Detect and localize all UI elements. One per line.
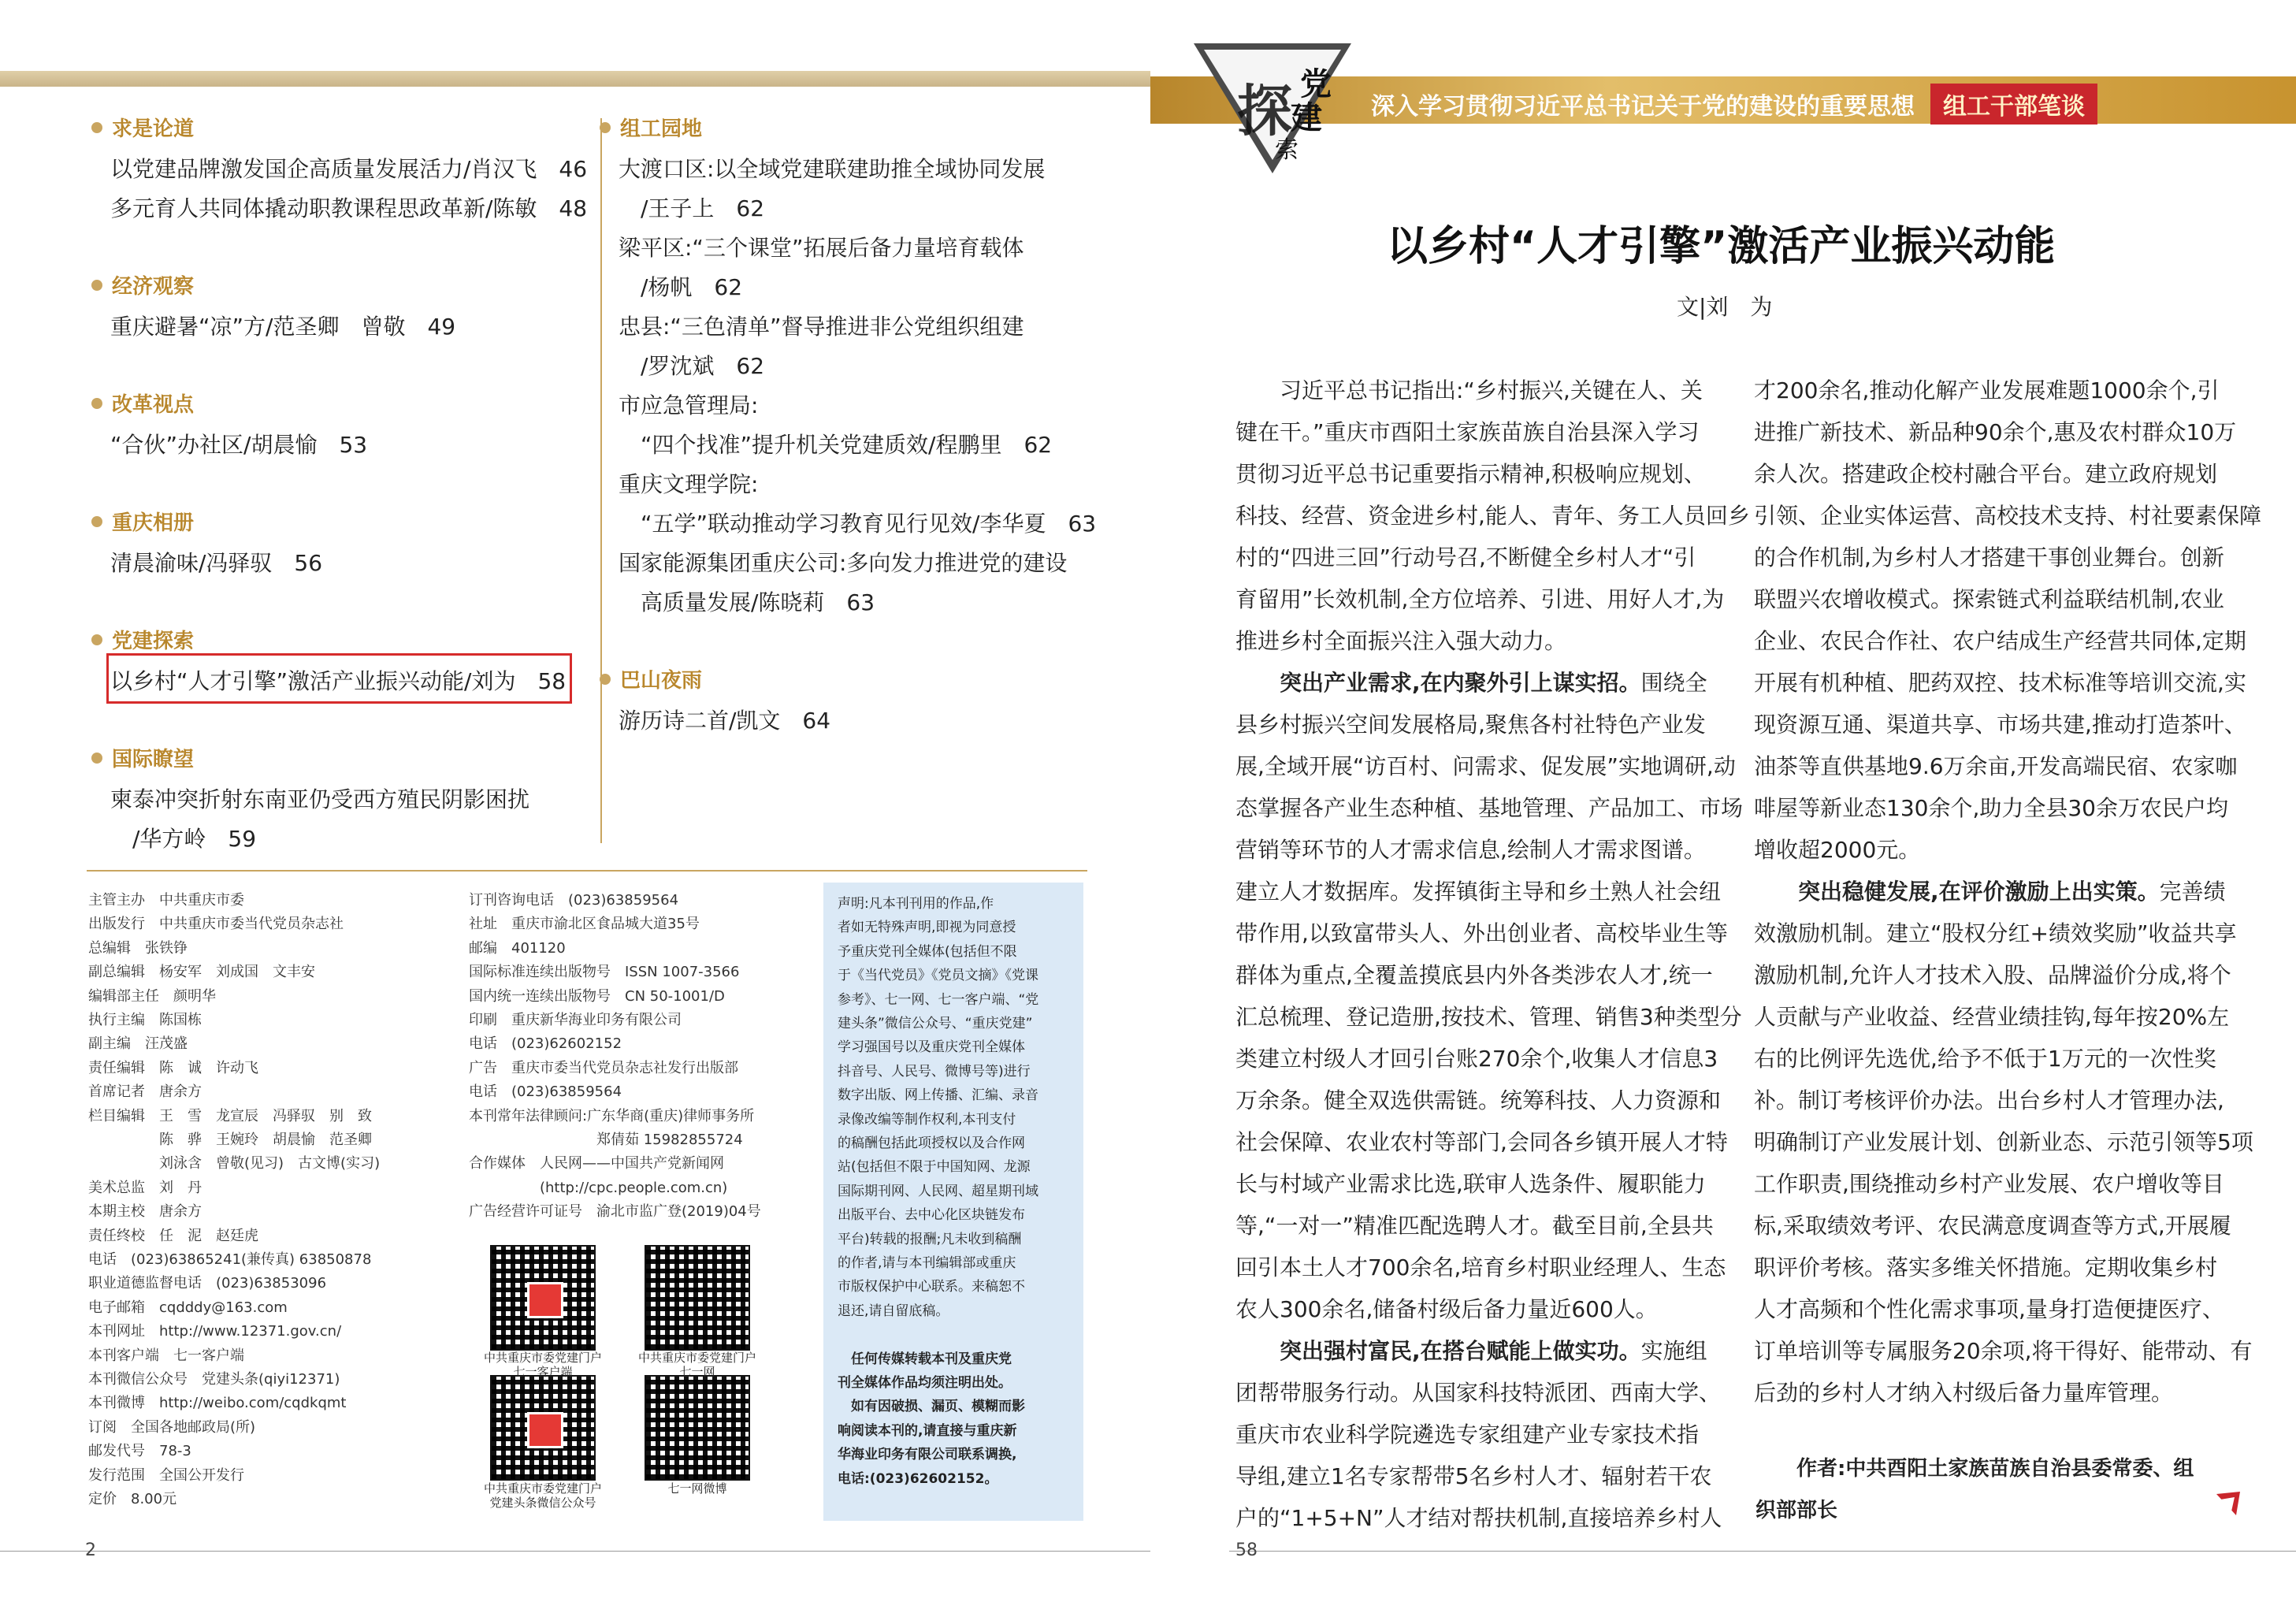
masthead-line: 发行范围 全国公开发行 — [88, 1466, 244, 1484]
article-line: 态掌握各产业生态种植、基地管理、产品加工、市场 — [1235, 795, 1744, 821]
masthead-line: 栏目编辑 王 雪 龙宣辰 冯驿驭 别 致 — [88, 1107, 372, 1124]
article-line: 突出稳健发展,在评价激励上出实策。完善绩 — [1798, 879, 2226, 905]
article-line: 社会保障、农业农村等部门,会同各乡镇开展人才特 — [1235, 1129, 1728, 1155]
masthead-line: 美术总监 刘 丹 — [88, 1179, 202, 1196]
masthead-line: 编辑部主任 颜明华 — [88, 987, 216, 1005]
article-line: 右的比例评先选优,给予不低于1万元的一次性奖 — [1754, 1046, 2216, 1072]
article-line: 展,全域开展“访百村、问需求、促发展”实地调研,动 — [1235, 753, 1736, 779]
article-line: 回引本土人才700余名,培育乡村职业经理人、生态 — [1235, 1254, 1726, 1280]
article-line: 群体为重点,全覆盖摸底县内外各类涉农人才,统一 — [1235, 962, 1713, 988]
article-line: 效激励机制。建立“股权分红+绩效奖励”收益共享 — [1754, 920, 2237, 946]
article-line: 标,采取绩效考评、农民满意度调查等方式,开展履 — [1754, 1213, 2231, 1239]
toc-divider — [600, 118, 602, 843]
article-line: 推进乡村全面振兴注入强大动力。 — [1235, 628, 1567, 654]
section-bullet-icon — [91, 516, 102, 527]
toc-section-heading: 组工园地 — [620, 117, 703, 141]
masthead-line: 刘泳含 曾敬(见习) 古文博(实习) — [88, 1155, 381, 1173]
qr-caption: 党建头条微信公众号 — [489, 1496, 596, 1510]
article-line: 户的“1+5+N”人才结对帮扶机制,直接培养乡村人 — [1235, 1505, 1722, 1531]
masthead-line: 本期主校 唐余方 — [88, 1203, 202, 1221]
masthead-line: 出版发行 中共重庆市委当代党员杂志社 — [88, 916, 344, 933]
qr-caption: 七一网 — [679, 1365, 715, 1379]
toc-entry[interactable]: 市应急管理局: — [619, 392, 759, 418]
toc-entry[interactable]: 清晨渝味/冯驿驭 56 — [110, 550, 323, 576]
qr-code-wechat[interactable] — [490, 1375, 596, 1481]
header-tag: 组工干部笔谈 — [1930, 84, 2097, 125]
qr-caption: 中共重庆市委党建门户 — [637, 1351, 756, 1365]
toc-section-heading: 求是论道 — [112, 117, 195, 141]
notice-line: 站(包括但不限于中国知网、龙源 — [838, 1159, 1031, 1176]
notice-line: 任何传媒转载本刊及重庆党 — [838, 1351, 1012, 1367]
masthead-line: 副主编 汪茂盛 — [88, 1035, 188, 1053]
article-line: 汇总梳理、登记造册,按技术、管理、销售3种类型分 — [1235, 1004, 1742, 1030]
masthead-line: 电子邮箱 cqdddy@163.com — [88, 1299, 288, 1316]
article-line: 长与村域产业需求比选,联审人选条件、履职能力 — [1235, 1171, 1706, 1197]
svg-text:索: 索 — [1275, 136, 1298, 164]
article-line: 补。制订考核评价办法。出台乡村人才管理办法, — [1754, 1087, 2224, 1113]
notice-line: 数字出版、网上传播、汇编、录音 — [838, 1087, 1038, 1104]
article-line: 人贡献与产业收益、经营业绩挂钩,每年按20%左 — [1754, 1004, 2230, 1030]
toc-entry[interactable]: 高质量发展/陈晓莉 63 — [619, 589, 875, 615]
notice-line: 退还,请自留底稿。 — [838, 1303, 949, 1319]
qr-caption: 中共重庆市委党建门户 — [483, 1351, 602, 1365]
notice-line: 如有因破损、漏页、模糊而影 — [838, 1399, 1025, 1415]
toc-entry[interactable]: “四个找准”提升机关党建质效/程鹏里 62 — [619, 432, 1053, 458]
article-line: 油茶等直供基地9.6万余亩,开发高端民宿、农家咖 — [1754, 753, 2238, 779]
section-bullet-icon — [91, 398, 102, 409]
toc-entry[interactable]: /罗沈斌 62 — [619, 353, 765, 379]
article-line: 带作用,以致富带头人、外出创业者、高校毕业生等 — [1235, 920, 1728, 946]
notice-line: 华海业印务有限公司联系调换, — [838, 1447, 1017, 1463]
svg-text:建: 建 — [1291, 99, 1322, 136]
article-line: 突出强村富民,在搭台赋能上做实功。实施组 — [1280, 1338, 1707, 1364]
notice-line: 国际期刊网、人民网、超星期刊域 — [838, 1183, 1038, 1199]
masthead-line: 广告经营许可证号 渝北市监广登(2019)04号 — [469, 1203, 761, 1221]
notice-line: 的稿酬包括此项授权以及合作网 — [838, 1135, 1025, 1151]
article-line: 村的“四进三回”行动号召,不断健全乡村人才“引 — [1235, 544, 1696, 570]
notice-line: 响阅读本刊的,请直接与重庆新 — [838, 1422, 1017, 1439]
masthead-line: 郑倩茹 15982855724 — [469, 1132, 743, 1148]
masthead-line: 印刷 重庆新华海业印务有限公司 — [469, 1012, 682, 1028]
masthead-line: 执行主编 陈国栋 — [88, 1012, 202, 1028]
masthead-line: 本刊常年法律顾问:广东华商(重庆)律师事务所 — [469, 1107, 755, 1124]
toc-entry[interactable]: /华方岭 59 — [110, 826, 257, 852]
toc-section-heading: 国际瞭望 — [112, 748, 195, 771]
toc-entry[interactable]: 游历诗二首/凯文 64 — [619, 708, 831, 734]
toc-section-heading: 重庆相册 — [112, 511, 195, 535]
qr-caption: 七一客户端 — [513, 1365, 573, 1379]
notice-line: 参考》、七一网、七一客户端、“党 — [838, 991, 1039, 1008]
masthead-line: (http://cpc.people.com.cn) — [469, 1179, 728, 1196]
toc-section-heading: 经济观察 — [112, 275, 195, 299]
article-line: 增收超2000元。 — [1754, 837, 1921, 863]
masthead-line: 主管主办 中共重庆市委 — [88, 892, 244, 909]
toc-entry[interactable]: “五学”联动推动学习教育见行见效/李华夏 63 — [619, 511, 1097, 537]
article-line: 育留用”长效机制,全方位培养、引进、用好人才,为 — [1235, 586, 1725, 612]
toc-section-heading: 改革视点 — [112, 393, 195, 417]
page-number-right: 58 — [1235, 1541, 1258, 1560]
article-line: 县乡村振兴空间发展格局,聚焦各村社特色产业发 — [1235, 712, 1706, 738]
masthead-line: 本刊客户端 七一客户端 — [88, 1347, 244, 1364]
article-line: 等,“一对一”精准匹配选聘人才。截至目前,全县共 — [1235, 1213, 1714, 1239]
column-emblem — [1182, 35, 1363, 177]
article-line: 现资源互通、渠道共享、市场共建,推动打造茶叶、 — [1754, 712, 2246, 738]
section-bullet-icon — [91, 122, 102, 133]
article-line: 啡屋等新业态130余个,助力全县30余万农民户均 — [1754, 795, 2228, 821]
article-byline: 文|刘 为 — [1677, 294, 1773, 320]
page-rule-left — [0, 1551, 1150, 1552]
qr-caption: 七一网微博 — [667, 1481, 727, 1496]
masthead-line: 责任终校 任 泥 赵廷虎 — [88, 1227, 258, 1244]
notice-line: 建头条”微信公众号、“重庆党建” — [838, 1016, 1033, 1031]
article-line: 建立人才数据库。发挥镇街主导和乡土熟人社会纽 — [1235, 879, 1722, 905]
article-line: 企业、农民合作社、农户结成生产经营共同体,定期 — [1754, 628, 2246, 654]
section-bullet-icon — [91, 634, 102, 645]
toc-entry[interactable]: 大渡口区:以全域党建联建助推全域协同发展 — [619, 156, 1046, 182]
masthead-line: 广告 重庆市委当代党员杂志社发行出版部 — [469, 1059, 738, 1076]
end-mark-icon — [2212, 1488, 2244, 1519]
masthead-line: 电话 (023)62602152 — [469, 1035, 622, 1053]
copyright-notice — [823, 883, 1083, 1521]
notice-line: 声明:凡本刊刊用的作品,作 — [838, 896, 994, 912]
masthead-rule — [87, 870, 1087, 872]
article-line: 激励机制,允许人才技术入股、品牌溢价分成,将个 — [1754, 962, 2231, 988]
notice-line: 出版平台、去中心化区块链发布 — [838, 1207, 1025, 1224]
masthead-line: 合作媒体 人民网——中国共产党新闻网 — [469, 1155, 724, 1173]
masthead-line: 国内统一连续出版物号 CN 50-1001/D — [469, 987, 725, 1005]
article-line: 工作职责,围绕推动乡村产业发展、农户增收等目 — [1754, 1171, 2224, 1197]
author-line: 织部部长 — [1755, 1499, 1838, 1522]
masthead-line: 责任编辑 陈 诚 许动飞 — [88, 1059, 258, 1076]
notice-line: 抖音号、人民号、微博号等)进行 — [838, 1063, 1031, 1080]
section-bullet-icon — [91, 280, 102, 291]
article-line: 突出产业需求,在内聚外引上谋实招。围绕全 — [1280, 670, 1707, 696]
article-line: 引领、企业实体运营、高校技术支持、村社要素保障 — [1754, 503, 2262, 529]
masthead-line: 社址 重庆市渝北区食品城大道35号 — [469, 916, 700, 933]
article-line: 开展有机种植、肥药双控、技术标准等培训交流,实 — [1754, 670, 2246, 696]
page-rule-right — [1229, 1551, 2296, 1552]
toc-section-heading: 党建探索 — [112, 630, 195, 653]
article-line: 后劲的乡村人才纳入村级后备力量库管理。 — [1754, 1380, 2174, 1406]
notice-line: 者如无特殊声明,即视为同意授 — [838, 920, 1016, 936]
masthead-line: 邮编 401120 — [469, 939, 566, 957]
top-decor-bar-left — [0, 71, 1150, 87]
article-line: 营销等环节的人才需求信息,绘制人才需求图谱。 — [1235, 837, 1706, 863]
toc-entry[interactable]: “合伙”办社区/胡晨愉 53 — [110, 432, 368, 458]
toc-entry[interactable]: 以乡村“人才引擎”激活产业振兴动能/刘为 58 — [110, 668, 567, 694]
toc-entry[interactable]: 重庆文理学院: — [619, 471, 759, 497]
article-line: 万余条。健全双选供需链。统筹科技、人力资源和 — [1235, 1087, 1722, 1113]
masthead-line: 电话 (023)63865241(兼传真) 63850878 — [88, 1251, 372, 1268]
masthead-line: 电话 (023)63859564 — [469, 1083, 622, 1101]
qr-code-client[interactable] — [490, 1245, 596, 1351]
highlight-box — [106, 653, 572, 704]
notice-line: 的作者,请与本刊编辑部或重庆 — [838, 1255, 1016, 1271]
author-line: 作者:中共酉阳土家族苗族自治县委常委、组 — [1796, 1457, 2194, 1481]
qr-code-site[interactable] — [645, 1245, 750, 1351]
svg-text:党: 党 — [1300, 65, 1332, 102]
masthead-line: 国际标准连续出版物号 ISSN 1007-3566 — [469, 964, 740, 981]
masthead-line: 总编辑 张铁铮 — [88, 939, 188, 957]
page-number-left: 2 — [85, 1541, 96, 1560]
article-line: 余人次。搭建政企校村融合平台。建立政府规划 — [1754, 461, 2218, 487]
article-line: 导组,建立1名专家帮带5名乡村人才、辐射若干农 — [1235, 1463, 1712, 1489]
notice-line: 予重庆党刊全媒体(包括但不限 — [838, 943, 1017, 960]
article-line: 团帮带服务行动。从国家科技特派团、西南大学、 — [1235, 1380, 1722, 1406]
masthead-line: 定价 8.00元 — [88, 1491, 177, 1507]
article-line: 才200余名,推动化解产业发展难题1000余个,引 — [1754, 377, 2220, 403]
article-line: 进推广新技术、新品种90余个,惠及农村群众10万 — [1754, 419, 2237, 445]
article-title: 以乡村“人才引擎”激活产业振兴动能 — [1387, 223, 2056, 270]
masthead-line: 邮发代号 78-3 — [88, 1443, 191, 1460]
toc-entry[interactable]: 梁平区:“三个课堂”拓展后备力量培育载体 — [619, 235, 1024, 261]
notice-line: 市版权保护中心联系。来稿恕不 — [838, 1279, 1025, 1295]
toc-section-heading: 巴山夜雨 — [620, 669, 703, 693]
toc-entry[interactable]: 柬泰冲突折射东南亚仍受西方殖民阴影困扰 — [110, 786, 530, 812]
notice-line: 平台)转载的报酬;凡未收到稿酬 — [838, 1231, 1022, 1247]
notice-line: 电话:(023)62602152。 — [838, 1470, 998, 1487]
notice-line: 学习强国号以及重庆党刊全媒体 — [838, 1039, 1025, 1056]
masthead-line: 订刊咨询电话 (023)63859564 — [469, 892, 679, 909]
article-line: 重庆市农业科学院遴选专家组建产业专家技术指 — [1235, 1422, 1700, 1448]
toc-entry[interactable]: 国家能源集团重庆公司:多向发力推进党的建设 — [619, 550, 1068, 576]
masthead-line: 本刊微博 http://weibo.com/cqdkqmt — [88, 1395, 347, 1412]
masthead-line: 订阅 全国各地邮政局(所) — [88, 1418, 256, 1436]
toc-entry[interactable]: 以党建品牌激发国企高质量发展活力/肖汉飞 46 — [110, 156, 588, 182]
article-line: 键在干。”重庆市酉阳土家族苗族自治县深入学习 — [1235, 419, 1700, 445]
masthead-line: 首席记者 唐余方 — [88, 1083, 202, 1101]
notice-line: 刊全媒体作品均须注明出处。 — [838, 1375, 1012, 1391]
article-line: 职评价考核。落实多维关怀措施。定期收集乡村 — [1754, 1254, 2218, 1280]
article-line: 订单培训等专属服务20余项,将干得好、能带动、有 — [1754, 1338, 2253, 1364]
article-line: 农人300余名,储备村级后备力量近600人。 — [1235, 1296, 1658, 1322]
header-headline: 深入学习贯彻习近平总书记关于党的建设的重要思想 — [1371, 93, 1915, 121]
toc-entry[interactable]: 多元育人共同体撬动职教课程思政革新/陈敏 48 — [110, 195, 588, 221]
article-line: 联盟兴农增收模式。探索链式利益联结机制,农业 — [1754, 586, 2224, 612]
masthead-line: 副总编辑 杨安军 刘成国 文丰安 — [88, 964, 315, 981]
article-line: 人才高频和个性化需求事项,量身打造便捷医疗、 — [1754, 1296, 2224, 1322]
masthead-line: 职业道德监督电话 (023)63853096 — [88, 1275, 327, 1292]
masthead-line: 陈 骅 王婉玲 胡晨愉 范圣卿 — [88, 1132, 372, 1148]
svg-text:探: 探 — [1237, 78, 1292, 143]
qr-caption: 中共重庆市委党建门户 — [483, 1481, 602, 1496]
article-line: 科技、经营、资金进乡村,能人、青年、务工人员回乡 — [1235, 503, 1750, 529]
article-line: 的合作机制,为乡村人才搭建干事创业舞台。创新 — [1754, 544, 2224, 570]
masthead-line: 本刊网址 http://www.12371.gov.cn/ — [88, 1323, 342, 1340]
article-line: 明确制订产业发展计划、创新业态、示范引领等5项 — [1754, 1129, 2253, 1155]
toc-entry[interactable]: /杨帆 62 — [619, 274, 743, 300]
article-line: 类建立村级人才回引台账270余个,收集人才信息3 — [1235, 1046, 1718, 1072]
toc-entry[interactable]: 忠县:“三色清单”督导推进非公党组织组建 — [619, 314, 1024, 340]
qr-code-weibo[interactable] — [645, 1375, 750, 1481]
notice-line: 于《当代党员》《党员文摘》《党课 — [838, 968, 1038, 984]
article-line: 习近平总书记指出:“乡村振兴,关键在人、关 — [1235, 377, 1703, 403]
section-bullet-icon — [91, 753, 102, 764]
notice-line: 录像改编等制作权利,本刊支付 — [838, 1111, 1016, 1128]
toc-entry[interactable]: /王子上 62 — [619, 195, 765, 221]
masthead-line: 本刊微信公众号 党建头条(qiyi12371) — [88, 1371, 340, 1388]
toc-entry[interactable]: 重庆避暑“凉”方/范圣卿 曾敬 49 — [110, 314, 456, 340]
article-line: 贯彻习近平总书记重要指示精神,积极响应规划、 — [1235, 461, 1706, 487]
